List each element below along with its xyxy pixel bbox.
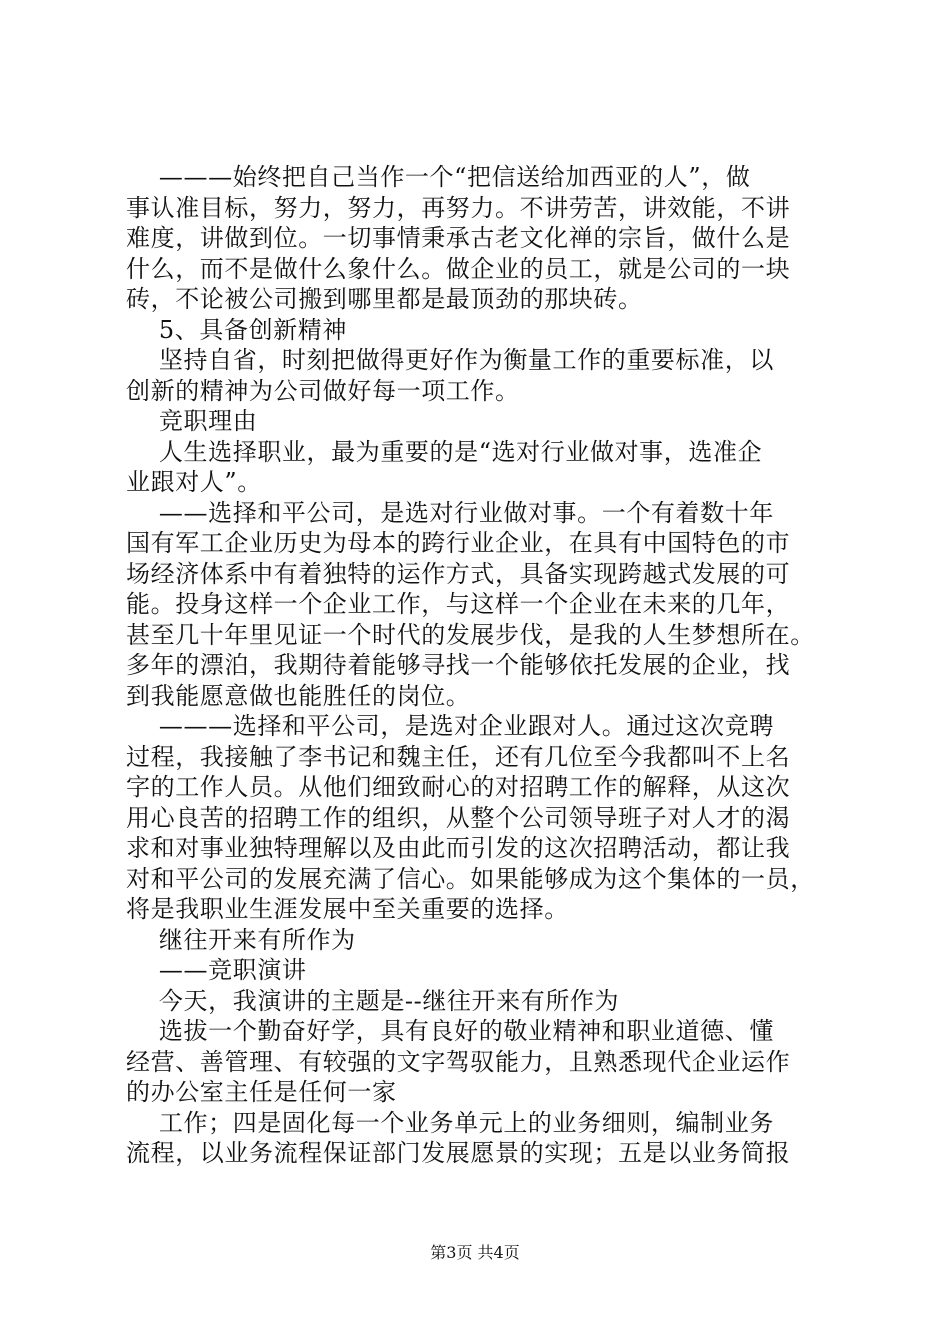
text-line: 砖，不论被公司搬到哪里都是最顶劲的那块砖。 bbox=[126, 285, 643, 313]
text-line: 工作；四是固化每一个业务单元上的业务细则，编制业务 bbox=[126, 1108, 774, 1137]
text-line: 字的工作人员。从他们细致耐心的对招聘工作的解释，从这次 bbox=[126, 773, 791, 801]
text-line: 将是我职业生涯发展中至关重要的选择。 bbox=[126, 895, 569, 923]
text-line: 流程，以业务流程保证部门发展愿景的实现；五是以业务简报 bbox=[126, 1139, 791, 1167]
text-line: 多年的漂泊，我期待着能够寻找一个能够依托发展的企业，找 bbox=[126, 651, 791, 679]
text-line: 坚持自省，时刻把做得更好作为衡量工作的重要标准，以 bbox=[126, 346, 774, 374]
text-line: ——选择和平公司，是选对行业做对事。一个有着数十年 bbox=[126, 498, 774, 527]
text-line: 今天，我演讲的主题是--继往开来有所作为 bbox=[126, 986, 620, 1015]
text-line: 竞职理由 bbox=[126, 407, 258, 435]
text-line: 选拔一个勤奋好学，具有良好的敬业精神和职业道德、懂 bbox=[126, 1017, 774, 1045]
text-line: ———选择和平公司，是选对企业跟对人。通过这次竞聘 bbox=[126, 712, 774, 740]
text-line: 国有军工企业历史为母本的跨行业企业，在具有中国特色的市 bbox=[126, 529, 791, 557]
text-line: 经营、善管理、有较强的文字驾驭能力，且熟悉现代企业运作 bbox=[126, 1047, 791, 1076]
text-line: 能。投身这样一个企业工作，与这样一个企业在未来的几年， bbox=[126, 590, 791, 618]
text-line: 过程，我接触了李书记和魏主任，还有几位至今我都叫不上名 bbox=[126, 742, 791, 771]
text-line: 什么，而不是做什么象什么。做企业的员工，就是公司的一块 bbox=[126, 254, 791, 283]
text-line: 人生选择职业，最为重要的是“选对行业做对事，选准企 bbox=[126, 437, 763, 466]
text-line: 继往开来有所作为 bbox=[126, 925, 356, 954]
text-line: ———始终把自己当作一个“把信送给加西亚的人”，做 bbox=[126, 163, 751, 191]
text-line: 5、具备创新精神 bbox=[126, 315, 347, 344]
text-line: 对和平公司的发展充满了信心。如果能够成为这个集体的一员， bbox=[126, 864, 815, 893]
text-line: 事认准目标，努力，努力，再努力。不讲劳苦，讲效能，不讲 bbox=[126, 193, 791, 222]
text-line: 的办公室主任是任何一家 bbox=[126, 1078, 397, 1106]
text-line: 业跟对人”。 bbox=[126, 468, 262, 496]
text-line: 创新的精神为公司做好每一项工作。 bbox=[126, 376, 520, 405]
page-footer: 第3页 共4页 bbox=[430, 1243, 520, 1262]
text-line: 场经济体系中有着独特的运作方式，具备实现跨越式发展的可 bbox=[126, 559, 791, 588]
text-line: 到我能愿意做也能胜任的岗位。 bbox=[126, 681, 471, 710]
body-text bbox=[126, 162, 836, 1169]
text-line: 甚至几十年里见证一个时代的发展步伐，是我的人生梦想所在。 bbox=[126, 620, 815, 649]
text-line: 难度，讲做到位。一切事情秉承古老文化禅的宗旨，做什么是 bbox=[126, 224, 791, 252]
text-line: ——竞职演讲 bbox=[126, 956, 307, 984]
text-line: 用心良苦的招聘工作的组织，从整个公司领导班子对人才的渴 bbox=[126, 803, 791, 832]
text-line: 求和对事业独特理解以及由此而引发的这次招聘活动，都让我 bbox=[126, 834, 791, 862]
